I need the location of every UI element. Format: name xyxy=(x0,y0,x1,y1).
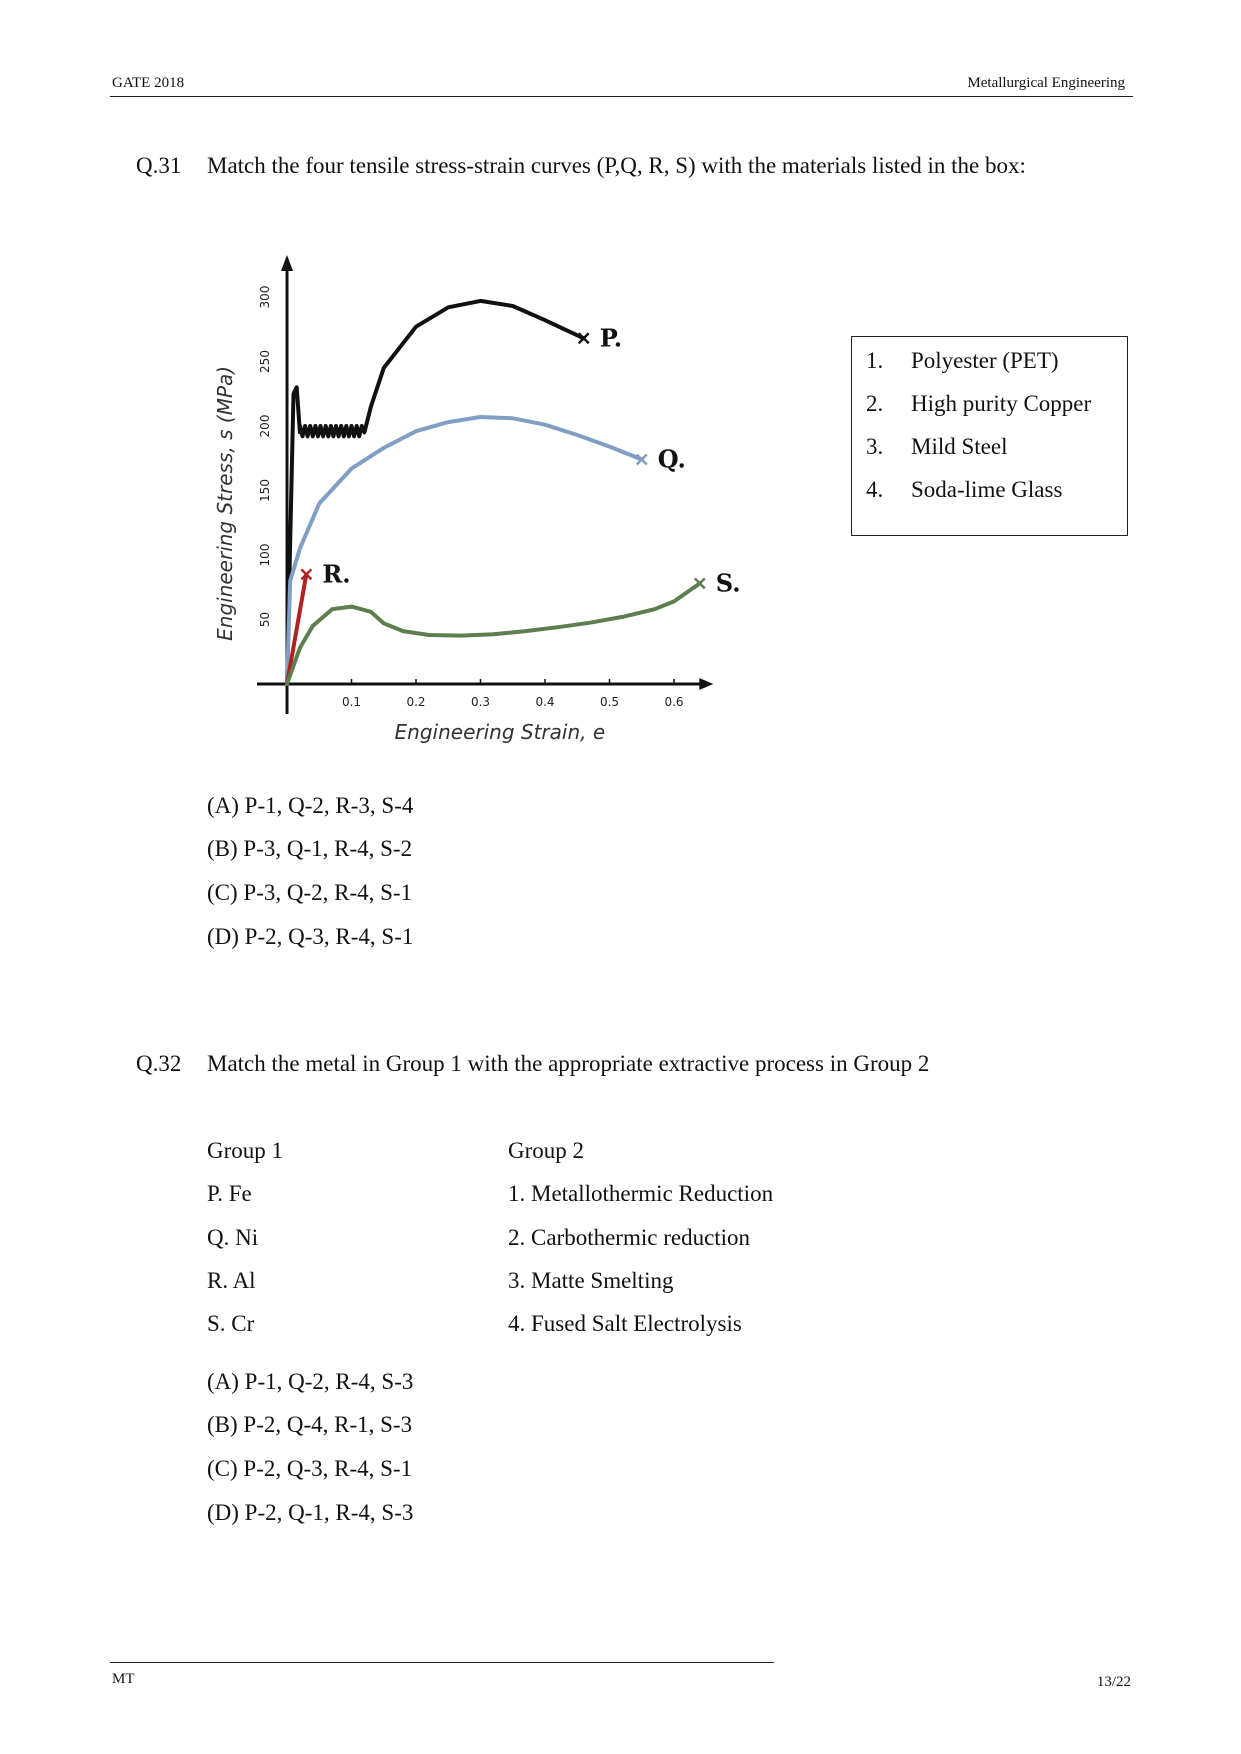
material-item xyxy=(866,476,1062,504)
q32-number: Q.32 xyxy=(136,1051,182,1076)
series-label: P. xyxy=(599,323,623,353)
group2-item: 4. Fused Salt Electrolysis xyxy=(508,1311,742,1336)
x-tick-label: 0.5 xyxy=(599,695,620,709)
material-label: Mild Steel xyxy=(911,434,1008,459)
y-tick-label: 50 xyxy=(258,611,272,628)
series-line-s xyxy=(287,583,700,684)
q32-option-c[interactable]: (C) P-2, Q-3, R-4, S-1 xyxy=(207,1456,413,1481)
material-number: 2. xyxy=(866,391,884,416)
material-label: Polyester (PET) xyxy=(911,348,1059,373)
group1-header: Group 1 xyxy=(207,1138,284,1163)
material-item xyxy=(866,433,1007,461)
material-label: High purity Copper xyxy=(911,391,1092,416)
x-tick-label: 0.2 xyxy=(406,695,426,709)
group2-item: 1. Metallothermic Reduction xyxy=(508,1181,774,1206)
x-tick-label: 0.6 xyxy=(664,695,684,709)
series-label: R. xyxy=(322,559,351,589)
material-number: 4. xyxy=(866,477,884,502)
y-tick-label: 150 xyxy=(258,479,272,502)
header-left: GATE 2018 xyxy=(112,75,185,91)
header-rule xyxy=(110,96,1133,97)
y-tick-label: 250 xyxy=(258,350,272,373)
q32-option-a[interactable]: (A) P-1, Q-2, R-4, S-3 xyxy=(207,1369,414,1394)
group2-item: 2. Carbothermic reduction xyxy=(508,1225,751,1250)
y-tick-label: 200 xyxy=(258,414,272,438)
group1-item: R. Al xyxy=(207,1268,256,1293)
x-tick-label: 0.1 xyxy=(341,695,362,709)
x-tick-label: 0.3 xyxy=(470,695,491,709)
q31-number: Q.31 xyxy=(136,153,182,178)
material-label: Soda-lime Glass xyxy=(911,477,1063,502)
q32-option-b[interactable]: (B) P-2, Q-4, R-1, S-3 xyxy=(207,1412,413,1437)
series-line-q xyxy=(287,417,642,684)
q31-option-a[interactable]: (A) P-1, Q-2, R-3, S-4 xyxy=(207,793,414,818)
footer-rule xyxy=(110,1662,774,1663)
y-axis-label: Engineering Stress, s (MPa) xyxy=(213,365,237,641)
y-axis-arrow xyxy=(281,255,293,271)
q31-option-d[interactable]: (D) P-2, Q-3, R-4, S-1 xyxy=(207,924,414,949)
q32-option-d[interactable]: (D) P-2, Q-1, R-4, S-3 xyxy=(207,1500,414,1525)
group1-item: P. Fe xyxy=(207,1181,252,1206)
footer-right: 13/22 xyxy=(1096,1674,1131,1690)
series-label: Q. xyxy=(657,444,686,474)
material-number: 3. xyxy=(866,434,884,459)
y-tick-label: 300 xyxy=(258,285,272,309)
material-item xyxy=(866,390,1091,418)
q31-option-b[interactable]: (B) P-3, Q-1, R-4, S-2 xyxy=(207,836,413,861)
group1-item: S. Cr xyxy=(207,1311,255,1336)
header-right: Metallurgical Engineering xyxy=(967,75,1125,91)
series-label: S. xyxy=(715,568,741,598)
x-tick-label: 0.4 xyxy=(535,695,555,709)
q31-question-text: Match the four tensile stress-strain curves (P,Q, R, S) with the materials listed in the box: xyxy=(207,153,1026,178)
x-axis-arrow xyxy=(699,678,713,690)
plot-area xyxy=(213,255,741,744)
q32-question-text: Match the metal in Group 1 with the appropriate extractive process in Group 2 xyxy=(207,1051,930,1076)
material-item xyxy=(866,347,1059,375)
group1-item: Q. Ni xyxy=(207,1225,259,1250)
group2-item: 3. Matte Smelting xyxy=(508,1268,674,1293)
stress-strain-chart xyxy=(195,200,795,760)
q31-option-c[interactable]: (C) P-3, Q-2, R-4, S-1 xyxy=(207,880,413,905)
materials-box xyxy=(851,336,1128,536)
material-number: 1. xyxy=(866,348,884,373)
group2-header: Group 2 xyxy=(508,1138,585,1163)
y-tick-label: 100 xyxy=(258,543,272,567)
footer-left: MT xyxy=(112,1671,135,1687)
fracture-marker xyxy=(695,578,705,588)
x-axis-label: Engineering Strain, e xyxy=(394,720,606,744)
